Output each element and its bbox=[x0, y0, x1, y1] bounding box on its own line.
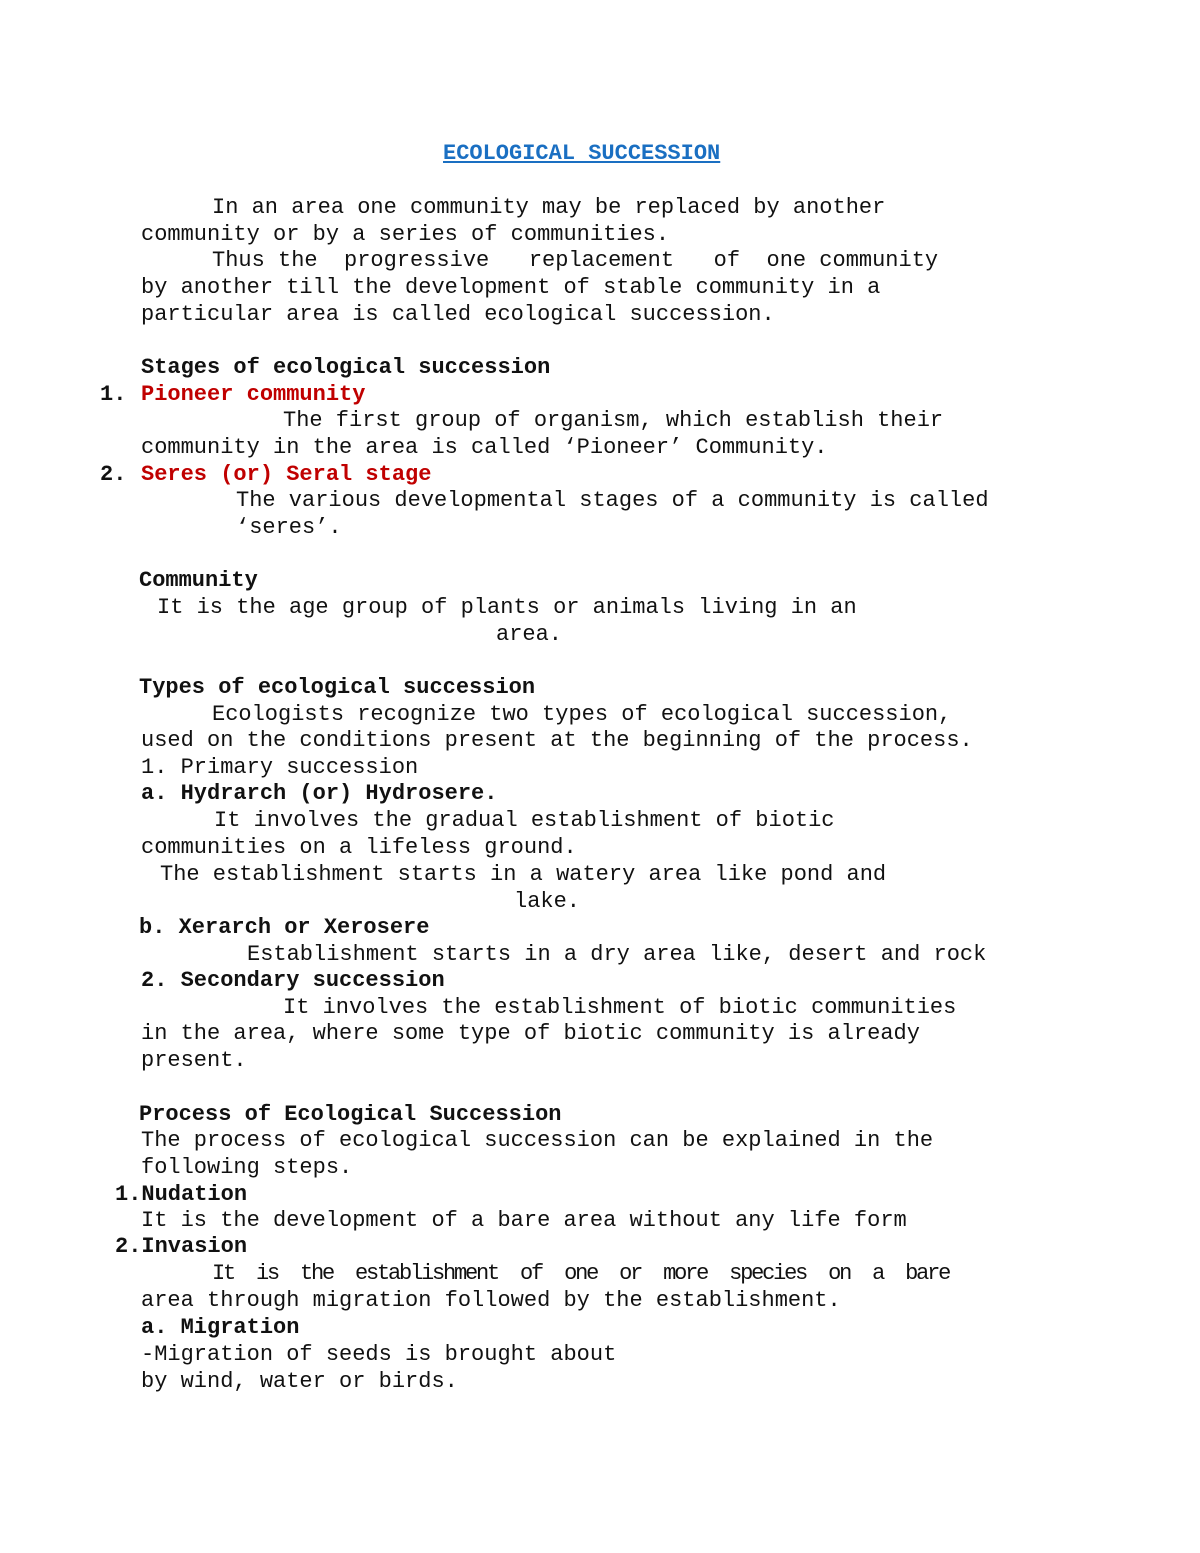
invasion-line: It is the establishment of one or more species on a bare bbox=[212, 1261, 950, 1286]
section-heading-community: Community bbox=[139, 568, 258, 593]
migration-heading: a. Migration bbox=[141, 1315, 300, 1340]
section-heading-stages: Stages of ecological succession bbox=[141, 355, 551, 380]
invasion-heading: 2.Invasion bbox=[115, 1234, 248, 1259]
stage-desc-line: The first group of organism, which establish their bbox=[283, 408, 944, 433]
section-heading-process: Process of Ecological Succession bbox=[139, 1102, 562, 1127]
community-line: area. bbox=[496, 622, 563, 647]
list-number: 2. bbox=[100, 462, 127, 487]
process-line: following steps. bbox=[141, 1155, 353, 1180]
intro-line: particular area is called ecological succession. bbox=[141, 302, 775, 327]
nudation-heading: 1.Nudation bbox=[115, 1182, 248, 1207]
intro-line: Thus the progressive replacement of one community bbox=[212, 248, 939, 273]
stage-desc-line: community in the area is called ‘Pioneer’ Community. bbox=[141, 435, 828, 460]
stage-name-seres: Seres (or) Seral stage bbox=[141, 462, 432, 487]
intro-line: by another till the development of stable community in a bbox=[141, 275, 881, 300]
types-line: Ecologists recognize two types of ecological succession, bbox=[212, 702, 952, 727]
secondary-heading: 2. Secondary succession bbox=[141, 968, 445, 993]
document-title: ECOLOGICAL SUCCESSION bbox=[443, 141, 721, 166]
migration-line: -Migration of seeds is brought about bbox=[141, 1342, 617, 1367]
xerarch-heading: b. Xerarch or Xerosere bbox=[139, 915, 430, 940]
secondary-line: in the area, where some type of biotic community is already bbox=[141, 1021, 920, 1046]
stage-name-pioneer: Pioneer community bbox=[141, 382, 366, 407]
secondary-line: present. bbox=[141, 1048, 247, 1073]
stage-desc-line: ‘seres’. bbox=[236, 515, 342, 540]
types-line: used on the conditions present at the beginning of the process. bbox=[141, 728, 973, 753]
intro-line: community or by a series of communities. bbox=[141, 222, 670, 247]
list-number: 1. bbox=[100, 382, 127, 407]
intro-line: In an area one community may be replaced by another bbox=[212, 195, 886, 220]
hydrarch-line: It involves the gradual establishment of biotic bbox=[214, 808, 835, 833]
section-heading-types: Types of ecological succession bbox=[139, 675, 536, 700]
hydrarch-line: The establishment starts in a watery area like pond and bbox=[160, 862, 887, 887]
hydrarch-line: lake. bbox=[514, 889, 581, 914]
hydrarch-line: communities on a lifeless ground. bbox=[141, 835, 577, 860]
secondary-line: It involves the establishment of biotic communities bbox=[283, 995, 957, 1020]
migration-line: by wind, water or birds. bbox=[141, 1369, 458, 1394]
hydrarch-heading: a. Hydrarch (or) Hydrosere. bbox=[141, 781, 498, 806]
community-line: It is the age group of plants or animals living in an bbox=[157, 595, 857, 620]
process-line: The process of ecological succession can be explained in the bbox=[141, 1128, 934, 1153]
xerarch-line: Establishment starts in a dry area like, desert and rock bbox=[247, 942, 987, 967]
primary-succession: 1. Primary succession bbox=[141, 755, 419, 780]
invasion-line: area through migration followed by the establishment. bbox=[141, 1288, 841, 1313]
stage-desc-line: The various developmental stages of a community is called bbox=[236, 488, 989, 513]
nudation-line: It is the development of a bare area without any life form bbox=[141, 1208, 907, 1233]
